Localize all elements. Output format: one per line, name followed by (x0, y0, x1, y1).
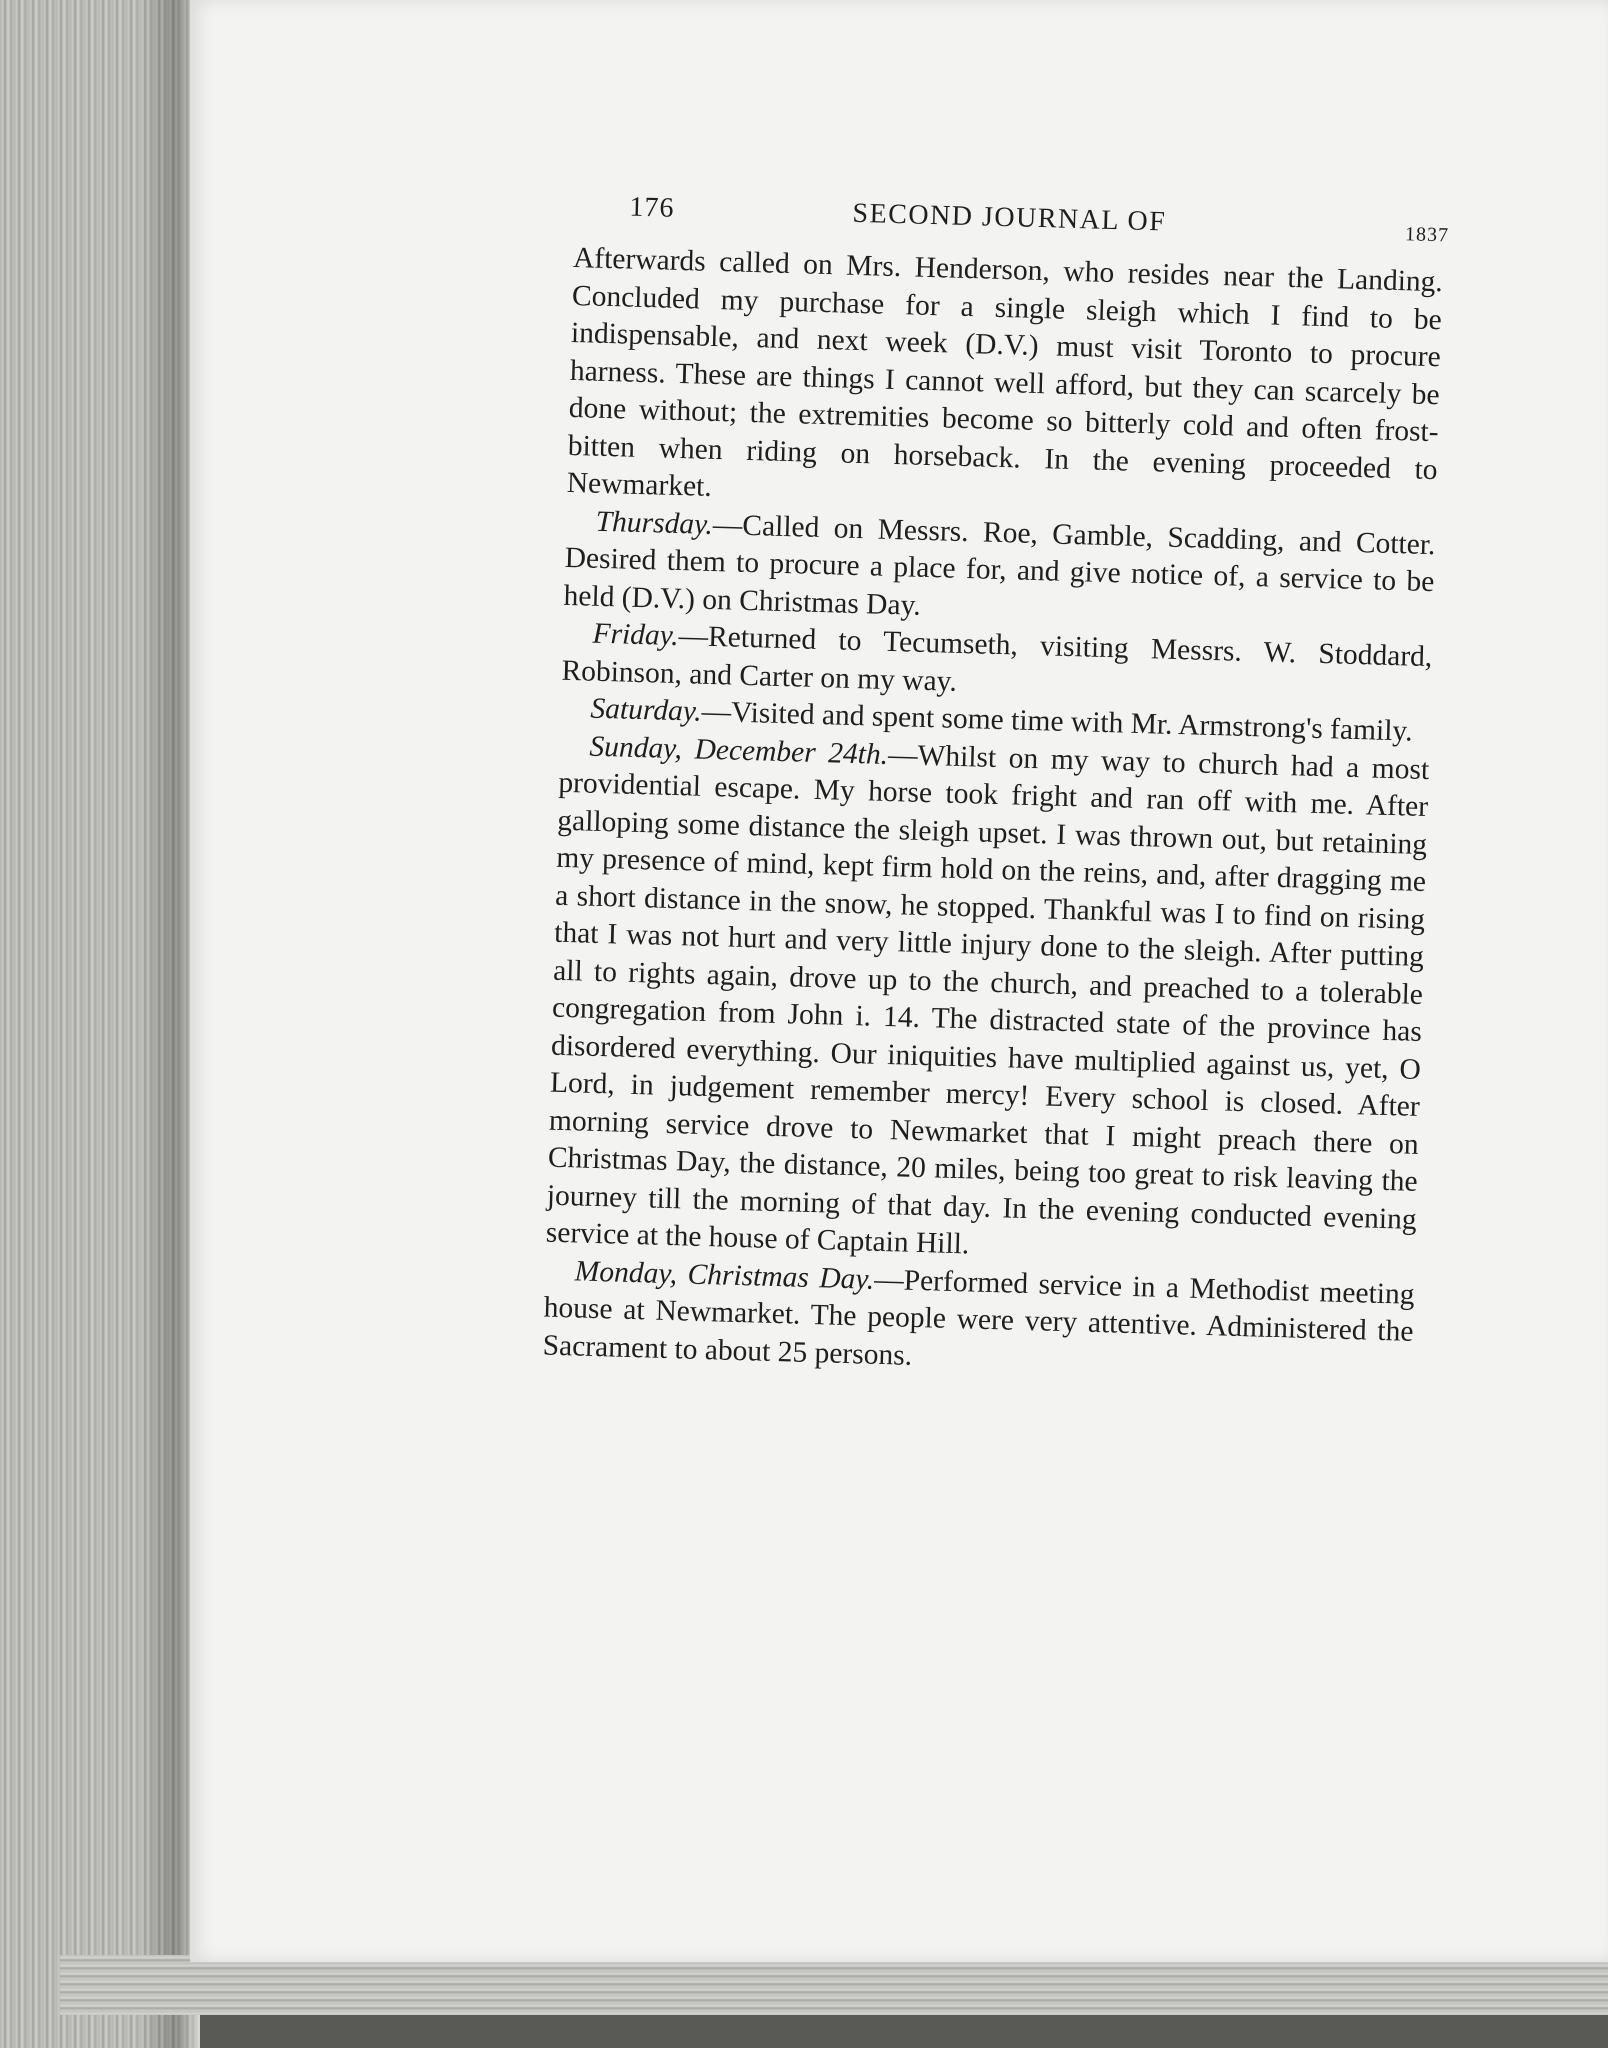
paragraph (566, 240, 1443, 527)
paragraph-lead: Monday, Christmas Day. (574, 1254, 875, 1296)
paragraph (545, 727, 1429, 1276)
paragraph-text: —Whilst on my way to church had a most providential escape. My horse took fright and ran off with me. After galloping some distance the sleigh upset. I was thrown out, but retaining my presence of mind, kept firm hold on the reins, and, after dragging me a short distance in the snow, he stopped. Thankful was I to find on rising that I was not hurt and very little injury done to the sleigh. After putting all to rights again, drove up to the church, and preached to a tolerable congregation from John i. 14. The distracted state of the province has disordered everything. Our iniquities have multiplied against us, yet, O Lord, in judgement remember mercy! Every school is closed. After morning service drove to Newmarket that I might preach there on Christmas Day, the distance, 20 miles, being too great to risk leaving the journey till the morning of that day. In the evening conducted evening service at the house of Captain Hill. (545, 738, 1430, 1261)
paragraph-text: —Called on Messrs. Roe, Gamble, Scadding, and Cotter. Desired them to procure a place for, and give notice of, a service to be held (D.V.) on Christmas Day. (563, 508, 1436, 622)
paragraph-text: —Performed service in a Methodist meeting house at Newmarket. The people were very attentive. Administered the Sacrament to about 25 persons. (542, 1263, 1415, 1372)
paragraph-text: Afterwards called on Mrs. Henderson, who resides near the Landing. Concluded my purchase for a single sleigh which I find to be indispensable, and next week (D.V.) must visit Toronto to procure harness. These are things I cannot well afford, but they can scarcely be done without; the extremities become so bitterly cold and often frost-bitten when riding on horseback. In the evening proceeded to Newmarket. (566, 241, 1444, 503)
paragraph-lead: Thursday. (595, 505, 714, 541)
paragraph-text: —Returned to Tecumseth, visiting Messrs. W. Stoddard, Robinson, and Carter on my way. (561, 620, 1433, 698)
paragraph-lead: Saturday. (590, 692, 703, 728)
text-block (542, 190, 1450, 1389)
page-edges-bottom (60, 1955, 1608, 2015)
running-title: SECOND JOURNAL OF (852, 197, 1167, 238)
paragraph-lead: Sunday, December 24th. (589, 730, 889, 771)
paragraph-lead: Friday. (592, 617, 680, 653)
page-number: 176 (629, 191, 675, 224)
header-year: 1837 (1404, 223, 1450, 247)
paragraph-text: —Visited and spent some time with Mr. Armstrong's family. (701, 695, 1414, 748)
journal-body (542, 240, 1443, 1389)
